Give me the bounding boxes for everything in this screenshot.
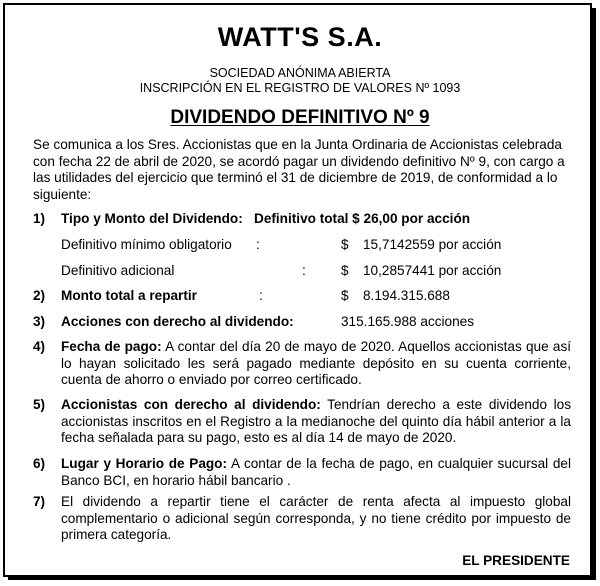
company-name: WATT'S S.A. xyxy=(217,22,383,52)
item-5-number: 5) xyxy=(33,397,46,412)
additional-dividend-label: Definitivo adicional xyxy=(61,263,175,278)
minimum-dividend-currency: $ xyxy=(341,237,349,252)
item-6-paragraph xyxy=(61,456,571,489)
minimum-dividend-value: 15,7142559 por acción xyxy=(363,237,502,252)
item-5-text: Tendrían derecho a este dividendo los accionistas inscritos en el Registro a la medianoche del quinto día hábil anterior a la fecha señalada para su pago, esto es al día 14 de mayo de 2020. xyxy=(61,397,571,445)
item-6-number: 6) xyxy=(33,456,46,471)
item-3-number: 3) xyxy=(33,314,46,329)
item-1-number: 1) xyxy=(33,211,46,226)
item-1-value: Definitivo total $ 26,00 por acción xyxy=(254,211,471,226)
item-2-colon: : xyxy=(259,288,263,303)
company-type: SOCIEDAD ANÓNIMA ABIERTA xyxy=(209,66,391,80)
item-4-number: 4) xyxy=(33,339,46,354)
item-3-value: 315.165.988 acciones xyxy=(341,314,475,329)
item-7-paragraph: El dividendo a repartir tiene el carácter de renta afecta al impuesto global complementario o adicional según corresponda, y no tiene crédito por impuesto de primera categoría. xyxy=(61,494,571,542)
additional-dividend-colon: : xyxy=(302,263,306,278)
additional-dividend-value: 10,2857441 por acción xyxy=(363,263,502,278)
registry-inscription: INSCRIPCIÓN EN EL REGISTRO DE VALORES Nº 1093 xyxy=(139,81,461,95)
intro-paragraph: Se comunica a los Sres. Accionistas que en la Junta Ordinaria de Accionistas celebrada con fecha 22 de abril de 2020, se acordó pagar un dividendo definitivo Nº 9, con cargo a las utilidades del ejercicio que terminó el 31 de diciembre de 2019, de conformidad a lo siguiente: xyxy=(33,137,565,202)
additional-dividend-currency: $ xyxy=(341,263,349,278)
item-6-label: Lugar y Horario de Pago: xyxy=(61,456,228,471)
border-shadow-bottom xyxy=(8,575,596,580)
item-5-paragraph xyxy=(61,397,571,447)
item-7-number: 7) xyxy=(33,494,46,509)
notice-title: DIVIDENDO DEFINITIVO Nº 9 xyxy=(170,107,430,128)
item-2-currency: $ xyxy=(341,288,349,303)
signature: EL PRESIDENTE xyxy=(462,553,570,568)
item-2-label: Monto total a repartir xyxy=(61,288,197,303)
item-4-label: Fecha de pago: xyxy=(61,339,162,354)
item-6-text: A contar de la fecha de pago, en cualquier sucursal del Banco BCI, en horario hábil bancario . xyxy=(61,456,571,488)
item-2-value: 8.194.315.688 xyxy=(363,288,450,303)
item-2-number: 2) xyxy=(33,288,46,303)
item-5-label: Accionistas con derecho al dividendo: xyxy=(61,397,321,412)
item-4-text: A contar del día 20 de mayo de 2020. Aquellos accionistas que así lo hayan solicitado les será pagado mediante depósito en su cuenta corriente, cuenta de ahorro o enviado por correo certificado. xyxy=(61,339,572,387)
item-3-label: Acciones con derecho al dividendo: xyxy=(61,314,294,329)
minimum-dividend-label: Definitivo mínimo obligatorio xyxy=(61,237,232,252)
item-4-paragraph xyxy=(61,339,571,389)
minimum-dividend-colon: : xyxy=(256,237,260,252)
item-1-label: Tipo y Monto del Dividendo: xyxy=(61,211,243,226)
